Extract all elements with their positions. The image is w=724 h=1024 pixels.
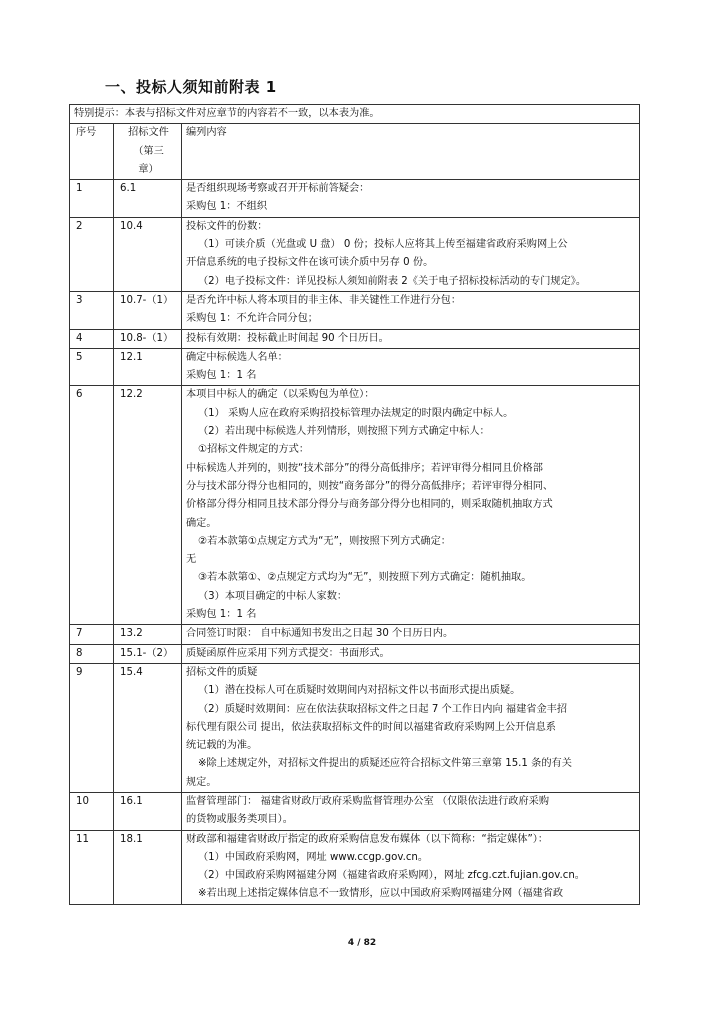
table-row [70, 291, 640, 329]
content-line: （1）可读介质（光盘或 U 盘） 0 份；投标人应将其上传至福建省政府采购网上公 [198, 239, 568, 251]
special-notice: 特别提示：本表与招标文件对应章节的内容若不一致，以本表为准。 [70, 105, 640, 124]
notice-row [70, 105, 640, 124]
row-content [182, 386, 640, 625]
content-line: 财政部和福建省财政厅指定的政府采购信息发布媒体（以下简称：“指定媒体”）： [186, 833, 549, 845]
row-seq: 6 [70, 386, 114, 625]
content-line: 采购包 1：不允许合同分包； [186, 313, 318, 325]
content-line: （2）若出现中标候选人并列情形，则按照下列方式确定中标人： [198, 426, 490, 438]
row-seq: 3 [70, 291, 114, 329]
content-line: 无 [186, 554, 197, 566]
content-line: 中标候选人并列的，则按“技术部分”的得分高低排序；若评审得分相同且价格部 [186, 462, 543, 474]
header-content: 编列内容 [182, 124, 640, 180]
header-ref [114, 124, 182, 180]
header-seq: 序号 [70, 124, 114, 180]
content-line: 规定。 [186, 776, 217, 788]
content-line: ②若本款第①点规定方式为“无”，则按照下列方式确定： [198, 535, 451, 547]
content-line: 采购包 1：1 名 [186, 370, 257, 382]
content-line: 统记载的为准。 [186, 740, 258, 752]
row-content [182, 348, 640, 386]
content-line: （1）潜在投标人可在质疑时效期间内对招标文件以书面形式提出质疑。 [198, 685, 521, 697]
header-ref-line: 招标文件 [128, 127, 169, 139]
content-line: 投标文件的份数： [186, 220, 268, 232]
row-ref: 18.1 [114, 830, 182, 904]
row-content [182, 180, 640, 218]
row-seq: 9 [70, 663, 114, 792]
row-seq: 4 [70, 329, 114, 348]
row-ref: 10.4 [114, 217, 182, 291]
table-row [70, 663, 640, 792]
bidder-notice-table [69, 104, 640, 905]
content-line: （1） 采购人应在政府采购招投标管理办法规定的时限内确定中标人。 [198, 407, 514, 419]
row-ref: 13.2 [114, 625, 182, 644]
table-row [70, 217, 640, 291]
row-ref: 15.1-（2） [114, 644, 182, 663]
page-title: 一、投标人须知前附表 1 [105, 78, 277, 96]
content-line: 监督管理部门： 福建省财政厅政府采购监督管理办公室 （仅限依法进行政府采购 [186, 795, 550, 807]
content-line: 是否组织现场考察或召开开标前答疑会： [186, 183, 370, 195]
header-ref-line: 章） [138, 163, 159, 175]
table-row [70, 644, 640, 663]
row-seq: 5 [70, 348, 114, 386]
header-row [70, 124, 640, 180]
page-number: 4 / 82 [347, 938, 377, 948]
content-line: 分与技术部分得分也相同的，则按“商务部分”的得分高低排序；若评审得分相同、 [186, 480, 554, 492]
header-ref-line: （第三 [133, 145, 164, 157]
row-seq: 8 [70, 644, 114, 663]
content-line: 采购包 1：1 名 [186, 609, 257, 621]
row-ref: 15.4 [114, 663, 182, 792]
row-ref: 12.2 [114, 386, 182, 625]
content-line: 投标有效期：投标截止时间起 90 个日历日。 [186, 332, 389, 344]
content-line: 采购包 1：不组织 [186, 201, 268, 213]
content-line: ①招标文件规定的方式： [198, 444, 310, 456]
row-content [182, 329, 640, 348]
content-line: 开信息系统的电子投标文件在该可读介质中另存 0 份。 [186, 257, 434, 269]
table-row [70, 386, 640, 625]
content-line: 价格部分得分相同且技术部分得分与商务部分得分也相同的，则采取随机抽取方式 [186, 499, 553, 511]
table-row [70, 180, 640, 218]
content-line: ※除上述规定外，对招标文件提出的质疑还应符合招标文件第三章第 15.1 条的有关 [198, 758, 572, 770]
row-ref: 12.1 [114, 348, 182, 386]
row-ref: 16.1 [114, 792, 182, 830]
content-line: 确定。 [186, 517, 217, 529]
content-line: 标代理有限公司 提出，依法获取招标文件的时间以福建省政府采购网上公开信息系 [186, 721, 556, 733]
table-row [70, 625, 640, 644]
content-line: ③若本款第①、②点规定方式均为“无”，则按照下列方式确定：随机抽取。 [198, 572, 532, 584]
row-ref: 10.7-（1） [114, 291, 182, 329]
content-line: 合同签订时限： 自中标通知书发出之日起 30 个日历日内。 [186, 628, 454, 640]
table-row [70, 830, 640, 904]
content-line: 的货物或服务类项目）。 [186, 814, 293, 826]
row-ref: 6.1 [114, 180, 182, 218]
content-line: （2）电子投标文件：详见投标人须知前附表 2《关于电子招标投标活动的专门规定》。 [198, 275, 587, 287]
row-content [182, 291, 640, 329]
content-line: 质疑函原件应采用下列方式提交：书面形式。 [186, 647, 390, 659]
row-content [182, 625, 640, 644]
table-row [70, 329, 640, 348]
content-line: ※若出现上述指定媒体信息不一致情形，应以中国政府采购网福建分网（福建省政 [198, 888, 564, 900]
content-line: （3）本项目确定的中标人家数： [198, 590, 348, 602]
table-row [70, 348, 640, 386]
content-line: （2）质疑时效期间：应在依法获取招标文件之日起 7 个工作日内向 福建省金丰招 [198, 703, 568, 715]
row-seq: 10 [70, 792, 114, 830]
row-content [182, 644, 640, 663]
content-line: （2）中国政府采购网福建分网（福建省政府采购网），网址 zfcg.czt.fujian.gov.cn。 [198, 870, 585, 882]
row-content [182, 217, 640, 291]
row-content [182, 663, 640, 792]
content-line: 确定中标候选人名单： [186, 351, 288, 363]
content-line: （1）中国政府采购网，网址 www.ccgp.gov.cn。 [198, 851, 429, 863]
row-seq: 2 [70, 217, 114, 291]
content-line: 是否允许中标人将本项目的非主体、非关键性工作进行分包： [186, 294, 462, 306]
row-content [182, 792, 640, 830]
table-row [70, 792, 640, 830]
content-line: 招标文件的质疑 [186, 666, 258, 678]
row-seq: 11 [70, 830, 114, 904]
row-seq: 7 [70, 625, 114, 644]
row-seq: 1 [70, 180, 114, 218]
row-content [182, 830, 640, 904]
content-line: 本项目中标人的确定（以采购包为单位）： [186, 389, 375, 401]
row-ref: 10.8-（1） [114, 329, 182, 348]
